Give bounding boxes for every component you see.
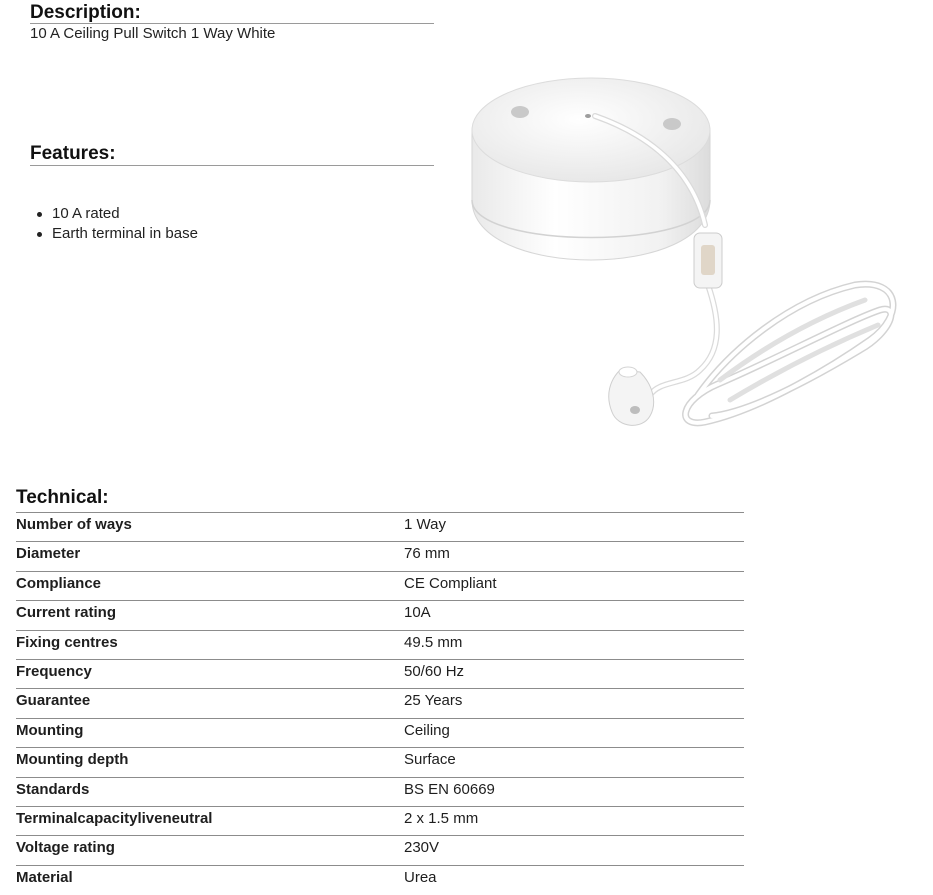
table-row [16, 601, 744, 630]
spec-value: Surface [404, 751, 456, 769]
spec-value: 50/60 Hz [404, 662, 465, 680]
cord-connector [694, 233, 722, 288]
spec-value: CE Compliant [404, 574, 497, 592]
description-text: 10 A Ceiling Pull Switch 1 Way White [30, 25, 276, 42]
spec-label: Guarantee [16, 692, 91, 710]
spec-value: 25 Years [404, 692, 463, 710]
features-heading: Features: [30, 143, 116, 164]
technical-table [16, 512, 744, 895]
spec-value: 1 Way [404, 516, 446, 533]
spec-label: Material [16, 868, 73, 886]
table-row [16, 836, 744, 865]
table-row [16, 718, 744, 747]
product-image [460, 50, 910, 440]
feature-item: 10 A rated [30, 204, 198, 224]
feature-item: Earth terminal in base [30, 224, 198, 244]
table-row [16, 689, 744, 718]
spec-value: Ceiling [404, 721, 450, 739]
spec-value: 10A [404, 604, 431, 622]
spec-label: Number of ways [16, 516, 132, 533]
spec-value: 49.5 mm [404, 633, 463, 651]
spec-label: Compliance [16, 574, 102, 592]
spec-label: Mounting depth [16, 751, 129, 769]
table-row [16, 571, 744, 600]
spec-label: Voltage rating [16, 839, 115, 857]
spec-label: Standards [16, 780, 90, 798]
table-row [16, 630, 744, 659]
table-row [16, 542, 744, 571]
features-divider [30, 165, 434, 166]
spec-label: Current rating [16, 604, 117, 622]
table-row [16, 777, 744, 806]
features-list [30, 204, 198, 243]
pull-toggle [609, 367, 654, 425]
spec-value: Urea [404, 868, 437, 886]
description-divider [30, 23, 434, 24]
spec-label: Terminalcapacityliveneutral [16, 809, 213, 827]
spec-value: BS EN 60669 [404, 780, 495, 798]
spec-label: Mounting [16, 721, 84, 739]
table-row [16, 865, 744, 894]
table-row [16, 513, 744, 542]
table-row [16, 806, 744, 835]
description-heading: Description: [30, 2, 141, 23]
table-row [16, 659, 744, 688]
spec-value: 230V [404, 839, 440, 857]
spec-label: Fixing centres [16, 633, 118, 651]
spec-label: Frequency [16, 662, 92, 680]
technical-heading: Technical: [16, 487, 109, 508]
spec-value: 76 mm [404, 545, 450, 563]
spec-label: Diameter [16, 545, 81, 563]
spec-value: 2 x 1.5 mm [404, 809, 479, 827]
table-row [16, 748, 744, 777]
